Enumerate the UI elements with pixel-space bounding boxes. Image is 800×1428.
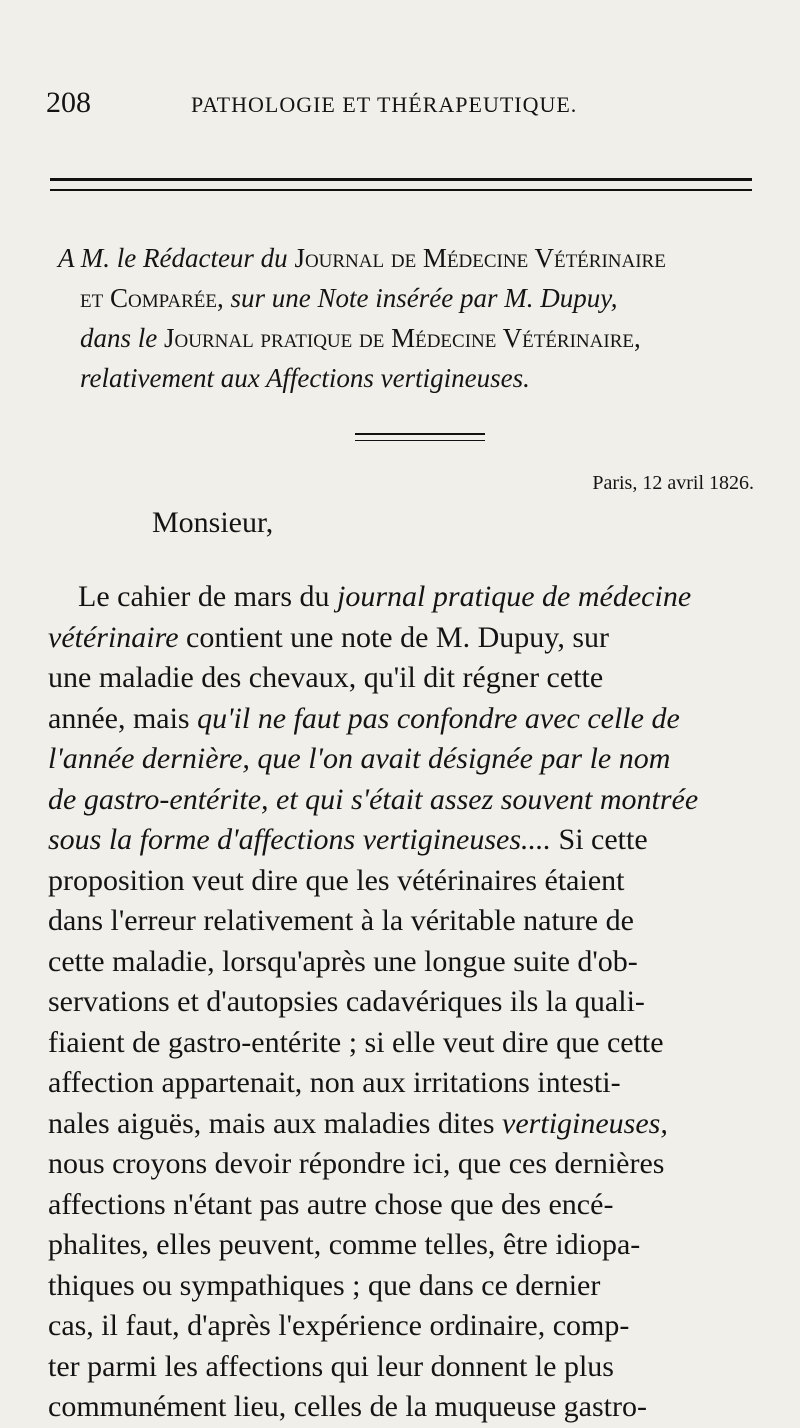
text-line: de gastro-entérite, et qui s'était assez souvent montrée [48,782,699,816]
double-rule-divider [50,178,752,191]
text-line: nous croyons devoir répondre ici, que ces dernières [48,1147,665,1180]
text-line: vétérinaire contient une note de M. Dupuy, sur [48,620,609,654]
short-rule-divider [355,433,485,441]
title-text: dans le [80,323,164,353]
text-line: fiaient de gastro-entérite ; si elle veut dire que cette [48,1025,664,1059]
dateline: Paris, 12 avril 1826. [592,472,754,494]
text-line: année, mais qu'il ne faut pas confondre avec celle de [48,701,680,735]
text-line: affections n'étant pas autre chose que des encé- [48,1187,614,1221]
letter-title [58,238,758,398]
title-line [58,318,758,358]
title-text: , [217,283,231,313]
title-text: sur une Note insérée par M. Dupuy, [230,283,618,313]
text-line: proposition veut dire que les vétérinaires étaient [48,863,625,897]
running-head: PATHOLOGIE ET THÉRAPEUTIQUE. [191,92,578,117]
text-line: servations et d'autopsies cadavériques ils la quali- [48,985,645,1018]
text-line: sous la forme d'affections vertigineuses.... Si cette [48,823,648,856]
title-text: Journal de Médecine Vétérinaire [294,243,666,273]
text-line: une maladie des chevaux, qu'il dit régner cette [48,661,604,694]
text-line: phalites, elles peuvent, comme telles, être idiopa- [48,1228,641,1261]
text-line: nales aiguës, mais aux maladies dites vertigineuses, [48,1106,668,1140]
title-line [58,238,758,278]
text-line: cas, il faut, d'après l'expérience ordinaire, comp- [48,1309,630,1342]
title-line [58,278,758,318]
salutation: Monsieur, [152,506,274,539]
title-line: relativement aux Affections vertigineuses. [80,363,530,393]
text-line: thiques ou sympathiques ; que dans ce dernier [48,1268,601,1302]
letter-body [48,577,753,1428]
page-number: 208 [46,86,91,119]
text-line: dans l'erreur relativement à la véritable nature de [48,904,634,937]
text-line: communément lieu, celles de la muqueuse gastro- [48,1390,647,1423]
text-line: l'année dernière, que l'on avait désignée par le nom [48,742,671,775]
text-line: ter parmi les affections qui leur donnent le plus [48,1349,614,1383]
title-text: Journal pratique de Médecine Vétérinaire, [164,323,641,353]
title-text: et Comparée [80,283,218,313]
page-header [46,86,756,126]
text-line: affection appartenait, non aux irritations intesti- [48,1066,621,1099]
title-text: A M. le Rédacteur du [58,243,295,273]
text-line: Le cahier de mars du journal pratique de médecine [78,580,692,613]
text-line: cette maladie, lorsqu'après une longue suite d'ob- [48,944,638,978]
